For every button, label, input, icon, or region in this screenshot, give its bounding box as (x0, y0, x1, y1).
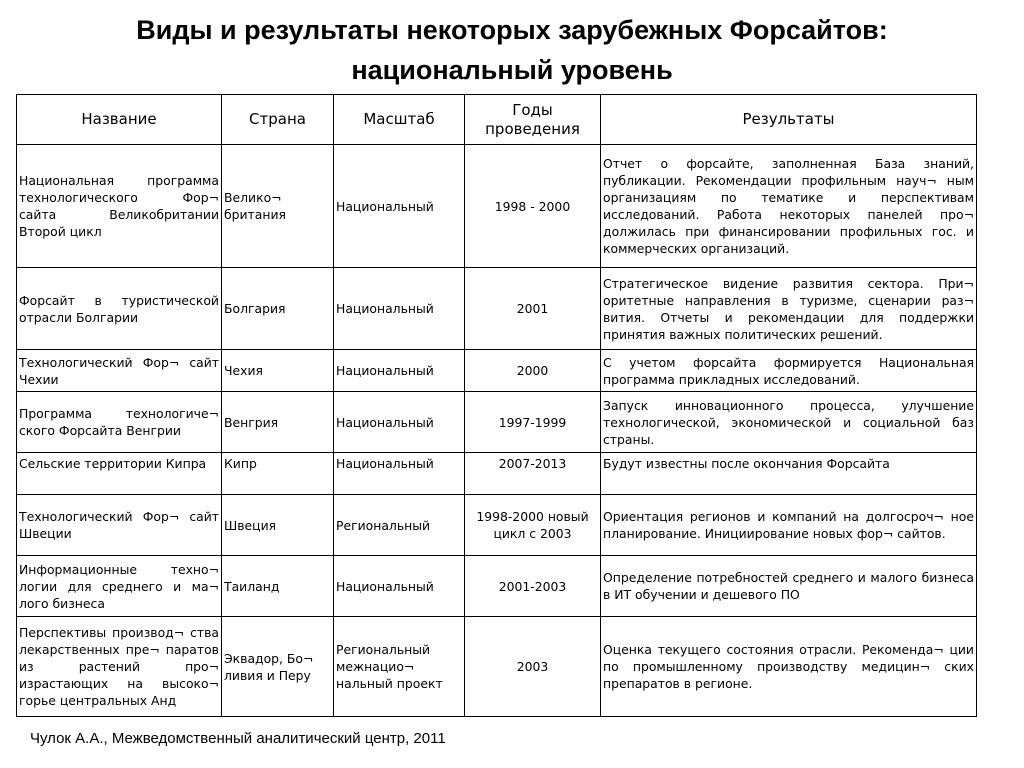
cell-country: Швеция (222, 495, 334, 556)
cell-years: 2003 (465, 617, 601, 717)
table-row (17, 556, 977, 617)
cell-results: Запуск инновационного процесса, улучшение технологической, экономической и социальной баз страны. (601, 392, 977, 453)
table-row (17, 145, 977, 268)
cell-country: Чехия (222, 350, 334, 392)
cell-country: Велико¬ британия (222, 145, 334, 268)
cell-name: Сельские территории Кипра (17, 453, 222, 495)
cell-years: 2007-2013 (465, 453, 601, 495)
table-row (17, 350, 977, 392)
header-name: Название (17, 95, 222, 145)
cell-country: Болгария (222, 268, 334, 350)
cell-name: Технологический Фор¬ сайт Чехии (17, 350, 222, 392)
table-row (17, 392, 977, 453)
header-years: Годы проведения (465, 95, 601, 145)
cell-country: Таиланд (222, 556, 334, 617)
cell-name: Программа технологиче¬ ского Форсайта Венгрии (17, 392, 222, 453)
cell-scale: Национальный (334, 392, 465, 453)
cell-scale: Национальный (334, 350, 465, 392)
cell-country: Кипр (222, 453, 334, 495)
cell-name: Перспективы производ¬ ства лекарственных пре¬ паратов из растений про¬ израстающих на высоко¬ горье центральных Анд (17, 617, 222, 717)
cell-results: Оценка текущего состояния отрасли. Рекоменда¬ ции по промышленному производству медицин¬ ских препаратов в регионе. (601, 617, 977, 717)
cell-scale: Национальный (334, 556, 465, 617)
header-country: Страна (222, 95, 334, 145)
header-scale: Масштаб (334, 95, 465, 145)
cell-years: 1998 - 2000 (465, 145, 601, 268)
cell-scale: Национальный (334, 268, 465, 350)
cell-results: Ориентация регионов и компаний на долгосроч¬ ное планирование. Инициирование новых фор¬ сайтов. (601, 495, 977, 556)
cell-scale: Национальный (334, 145, 465, 268)
header-results: Результаты (601, 95, 977, 145)
cell-years: 2001 (465, 268, 601, 350)
table-row (17, 268, 977, 350)
foresight-table (16, 94, 977, 717)
table-row (17, 495, 977, 556)
cell-name: Форсайт в туристической отрасли Болгарии (17, 268, 222, 350)
cell-results: С учетом форсайта формируется Национальная программа прикладных исследований. (601, 350, 977, 392)
cell-years: 1998-2000 новый цикл с 2003 (465, 495, 601, 556)
table-row (17, 453, 977, 495)
cell-name: Национальная программа технологического Фор¬ сайта Великобритании Второй цикл (17, 145, 222, 268)
cell-years: 1997-1999 (465, 392, 601, 453)
cell-results: Будут известны после окончания Форсайта (601, 453, 977, 495)
cell-scale: Региональный (334, 495, 465, 556)
cell-name: Информационные техно¬ логии для среднего и ма¬ лого бизнеса (17, 556, 222, 617)
cell-years: 2001-2003 (465, 556, 601, 617)
cell-years: 2000 (465, 350, 601, 392)
cell-results: Определение потребностей среднего и малого бизнеса в ИТ обучении и дешевого ПО (601, 556, 977, 617)
cell-scale: Региональный межнацио¬ нальный проект (334, 617, 465, 717)
cell-results: Стратегическое видение развития сектора. При¬ оритетные направления в туризме, сценарии раз¬ вития. Отчеты и рекомендации для поддержки принятия важных политических решений. (601, 268, 977, 350)
cell-name: Технологический Фор¬ сайт Швеции (17, 495, 222, 556)
cell-results: Отчет о форсайте, заполненная База знаний, публикации. Рекомендации профильным науч¬ ным организациям по тематике и перспективам исследований. Работа некоторых панелей про¬ должилась при финансировании профильных гос. и коммерческих организаций. (601, 145, 977, 268)
table-row (17, 617, 977, 717)
slide-title (0, 10, 1024, 90)
title-line-1: Виды и результаты некоторых зарубежных Форсайтов: (136, 15, 888, 45)
cell-country: Эквадор, Бо¬ ливия и Перу (222, 617, 334, 717)
cell-scale: Национальный (334, 453, 465, 495)
cell-country: Венгрия (222, 392, 334, 453)
table-header-row (17, 95, 977, 145)
source-footer: Чулок А.А., Межведомственный аналитический центр, 2011 (30, 730, 446, 747)
title-line-2: национальный уровень (351, 55, 673, 85)
